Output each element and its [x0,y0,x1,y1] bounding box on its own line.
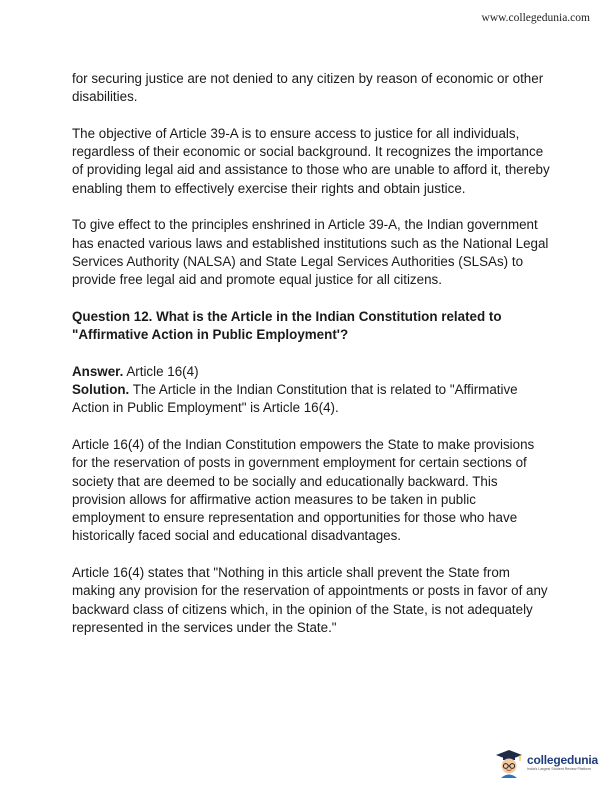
logo-tagline: India's Largest Student Review Platform [527,767,591,772]
paragraph-article-16-4-quote: Article 16(4) states that "Nothing in this article shall prevent the State from making any provision for the reservation of appointments or posts in favor of any backward class of citizens which, in the opinion of the State, is not adequately represented in the services under the State." [72,565,548,635]
site-url: www.collegedunia.com [481,12,590,24]
paragraph-article-39a-implementation: To give effect to the principles enshrined in Article 39-A, the Indian government has enacted various laws and established institutions such as the National Legal Services Authority (NALSA) and State Legal Services Authorities (SLSAs) to provide free legal aid and promote equal justice for all citizens. [72,217,549,288]
logo-name: collegedunia [527,753,598,768]
question-heading: Question 12. What is the Article in the Indian Constitution related to "Affirmative Action in Public Employment'? [72,308,502,343]
answer-text: Article 16(4) [123,363,199,379]
document-body [72,70,550,656]
collegedunia-logo [494,748,598,778]
paragraph-continuation: for securing justice are not denied to any citizen by reason of economic or other disabilities. [72,71,544,105]
mascot-icon [494,748,524,778]
answer-block [72,363,550,418]
solution-label: Solution. [72,382,130,398]
solution-text: The Article in the Indian Constitution that is related to "Affirmative Action in Public Employment" is Article 16(4). [72,382,518,416]
answer-line [72,364,199,379]
paragraph-article-16-4-description: Article 16(4) of the Indian Constitution empowers the State to make provisions for the reservation of posts in government employment for certain sections of society that are deemed to be socially and educationally backward. This provision allows for affirmative action measures to be taken in public employment to ensure representation and opportunities for those who have historically faced social and educational disadvantages. [72,436,535,544]
paragraph-article-39a-objective: The objective of Article 39-A is to ensure access to justice for all individuals, regardless of their economic or social background. It recognizes the importance of providing legal aid and assistance to those who are unable to afford it, thereby enabling them to effectively exercise their rights and obtain justice. [72,125,550,196]
answer-label: Answer. [72,363,124,379]
